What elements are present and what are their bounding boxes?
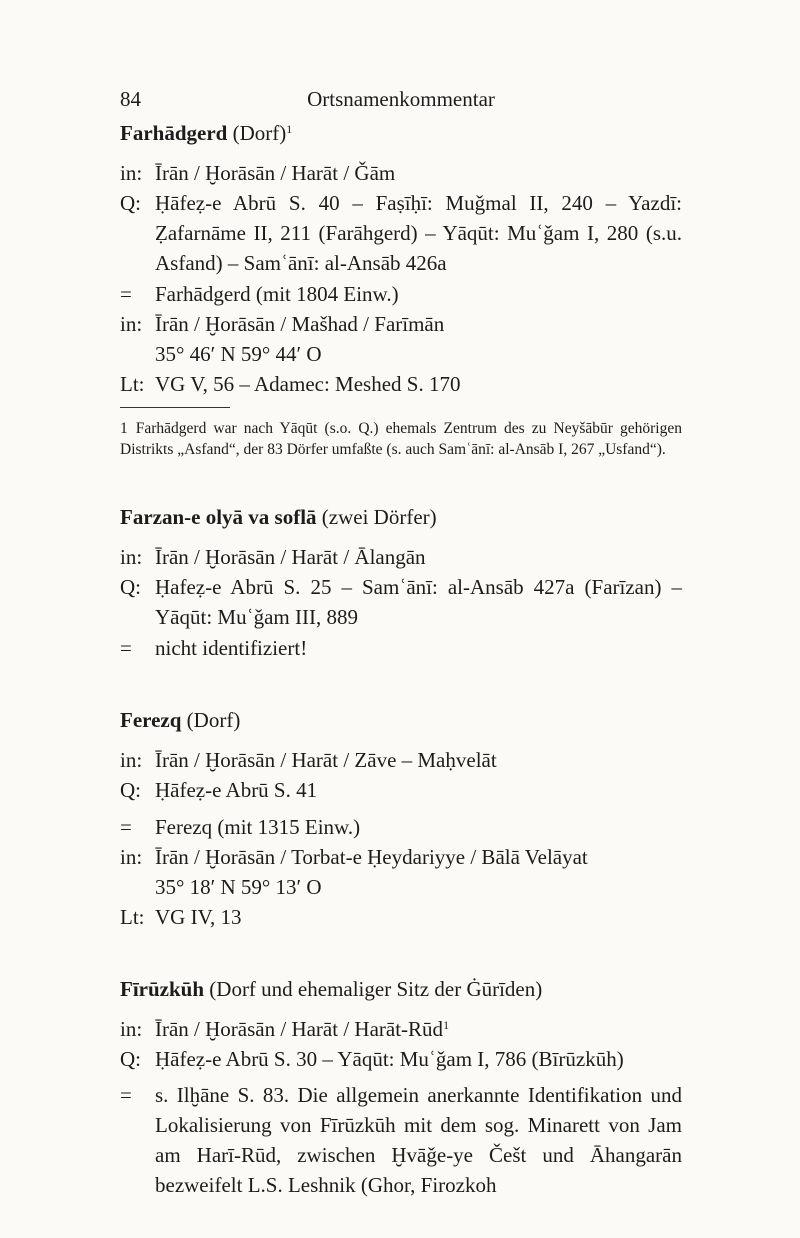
line-label: in: [120,845,143,869]
entry-line [120,745,682,775]
line-text: VG IV, 13 [155,905,242,929]
entry-heading [120,121,292,146]
footnote-number: 1 [120,420,128,437]
line-text: Īrān / Ḫorāsān / Harāt / Ǧām [155,161,396,185]
entry-name: Ferezq [120,708,182,732]
page-number: 84 [120,87,141,111]
entry-heading [120,708,240,733]
footnote-rule [120,407,230,408]
line-text: s. Ilḫāne S. 83. Die allgemein anerkannte Identifikation und Lokalisierung von Fīrūzkūh mit dem sog. Minarett von Jam am Harī-Rūd, zwischen Ḫvāǧe-ye Češt und Āhangarān bezweifelt L.S. Leshnik (Ghor, Firozkoh [155,1083,682,1197]
line-text: nicht identifiziert! [155,636,308,660]
line-label: in: [120,312,143,336]
coordinates: 35° 46′ N 59° 44′ O [155,342,322,366]
line-label: Lt: [120,372,145,396]
line-text: Īrān / Ḫorāsān / Mašhad / Farīmān [155,312,445,336]
entry-line [120,572,682,632]
line-text: Ferezq (mit 1315 Einw.) [155,815,361,839]
entry-line [120,1044,682,1074]
line-text: Īrān / Ḫorāsān / Torbat-e Ḥeydariyye / Bālā Velāyat [155,845,588,869]
line-text: VG V, 56 – Adamec: Meshed S. 170 [155,372,461,396]
entry-line [120,775,682,805]
line-label: = [120,282,132,306]
entry-line [120,872,682,902]
running-title: Ortsnamenkommentar [307,87,495,111]
line-label: Q: [120,778,141,802]
entry-line [120,279,682,309]
line-text: Ḥāfeẓ-e Abrū S. 41 [155,778,318,802]
footnote-text: Farhādgerd war nach Yāqūt (s.o. Q.) ehemals Zentrum des zu Neyšābūr gehörigen Distrikts „Asfand“, der 83 Dörfer umfaßte (s. auch Samʿānī: al-Ansāb I, 267 „Usfand“). [120,420,682,458]
entry-line [120,1014,682,1044]
line-text: Farhādgerd (mit 1804 Einw.) [155,282,399,306]
line-label: Q: [120,1047,141,1071]
entry-line [120,812,682,842]
entry-qualifier: (Dorf und ehemaliger Sitz der Ġūrīden) [209,977,543,1001]
entry-line [120,339,682,369]
entry-name: Farhādgerd [120,121,228,145]
entry-line [120,542,682,572]
line-label: Q: [120,575,141,599]
running-header [120,87,682,117]
entry-line [120,369,682,399]
line-text-value: Īrān / Ḫorāsān / Harāt / Harāt-Rūd [155,1017,444,1041]
line-label: in: [120,545,143,569]
entry-line [120,842,682,872]
entry-line [120,309,682,339]
line-text: Ḥafeẓ-e Abrū S. 25 – Samʿānī: al-Ansāb 427a (Farīzan) – Yāqūt: Muʿǧam III, 889 [155,575,682,629]
line-label: = [120,815,132,839]
entry-name: Fīrūzkūh [120,977,205,1001]
line-text: Ḥāfeẓ-e Abrū S. 40 – Faṣīḥī: Muǧmal II, 240 – Yazdī: Ẓafarnāme II, 211 (Farāhgerd) – Yāqūt: Muʿǧam I, 280 (s.u. Asfand) – Samʿānī: al-Ansāb 426a [155,191,682,275]
line-label: in: [120,1017,143,1041]
entry-qualifier: (Dorf) [232,121,287,145]
entry-heading [120,505,437,530]
line-text: Ḥāfeẓ-e Abrū S. 30 – Yāqūt: Muʿǧam I, 786 (Bīrūzkūh) [155,1047,624,1071]
entry-name: Farzan-e olyā va soflā [120,505,317,529]
entry-line [120,1080,682,1200]
footnote-ref: 1 [286,122,293,136]
line-label: Q: [120,191,141,215]
entry-heading [120,977,542,1002]
footnote [120,418,682,460]
line-label: in: [120,748,143,772]
line-label: in: [120,161,143,185]
entry-line [120,902,682,932]
line-text: Īrān / Ḫorāsān / Harāt / Zāve – Maḥvelāt [155,748,497,772]
entry-qualifier: (zwei Dörfer) [321,505,437,529]
line-text: Īrān / Ḫorāsān / Harāt / Ālangān [155,545,426,569]
line-label: = [120,1083,132,1107]
footnote-ref: 1 [443,1018,450,1032]
entry-line [120,188,682,278]
line-label: Lt: [120,905,145,929]
entry-qualifier: (Dorf) [186,708,241,732]
entry-line [120,633,682,663]
line-label: = [120,636,132,660]
line-text [155,1014,682,1044]
entry-line [120,158,682,188]
coordinates: 35° 18′ N 59° 13′ O [155,875,322,899]
